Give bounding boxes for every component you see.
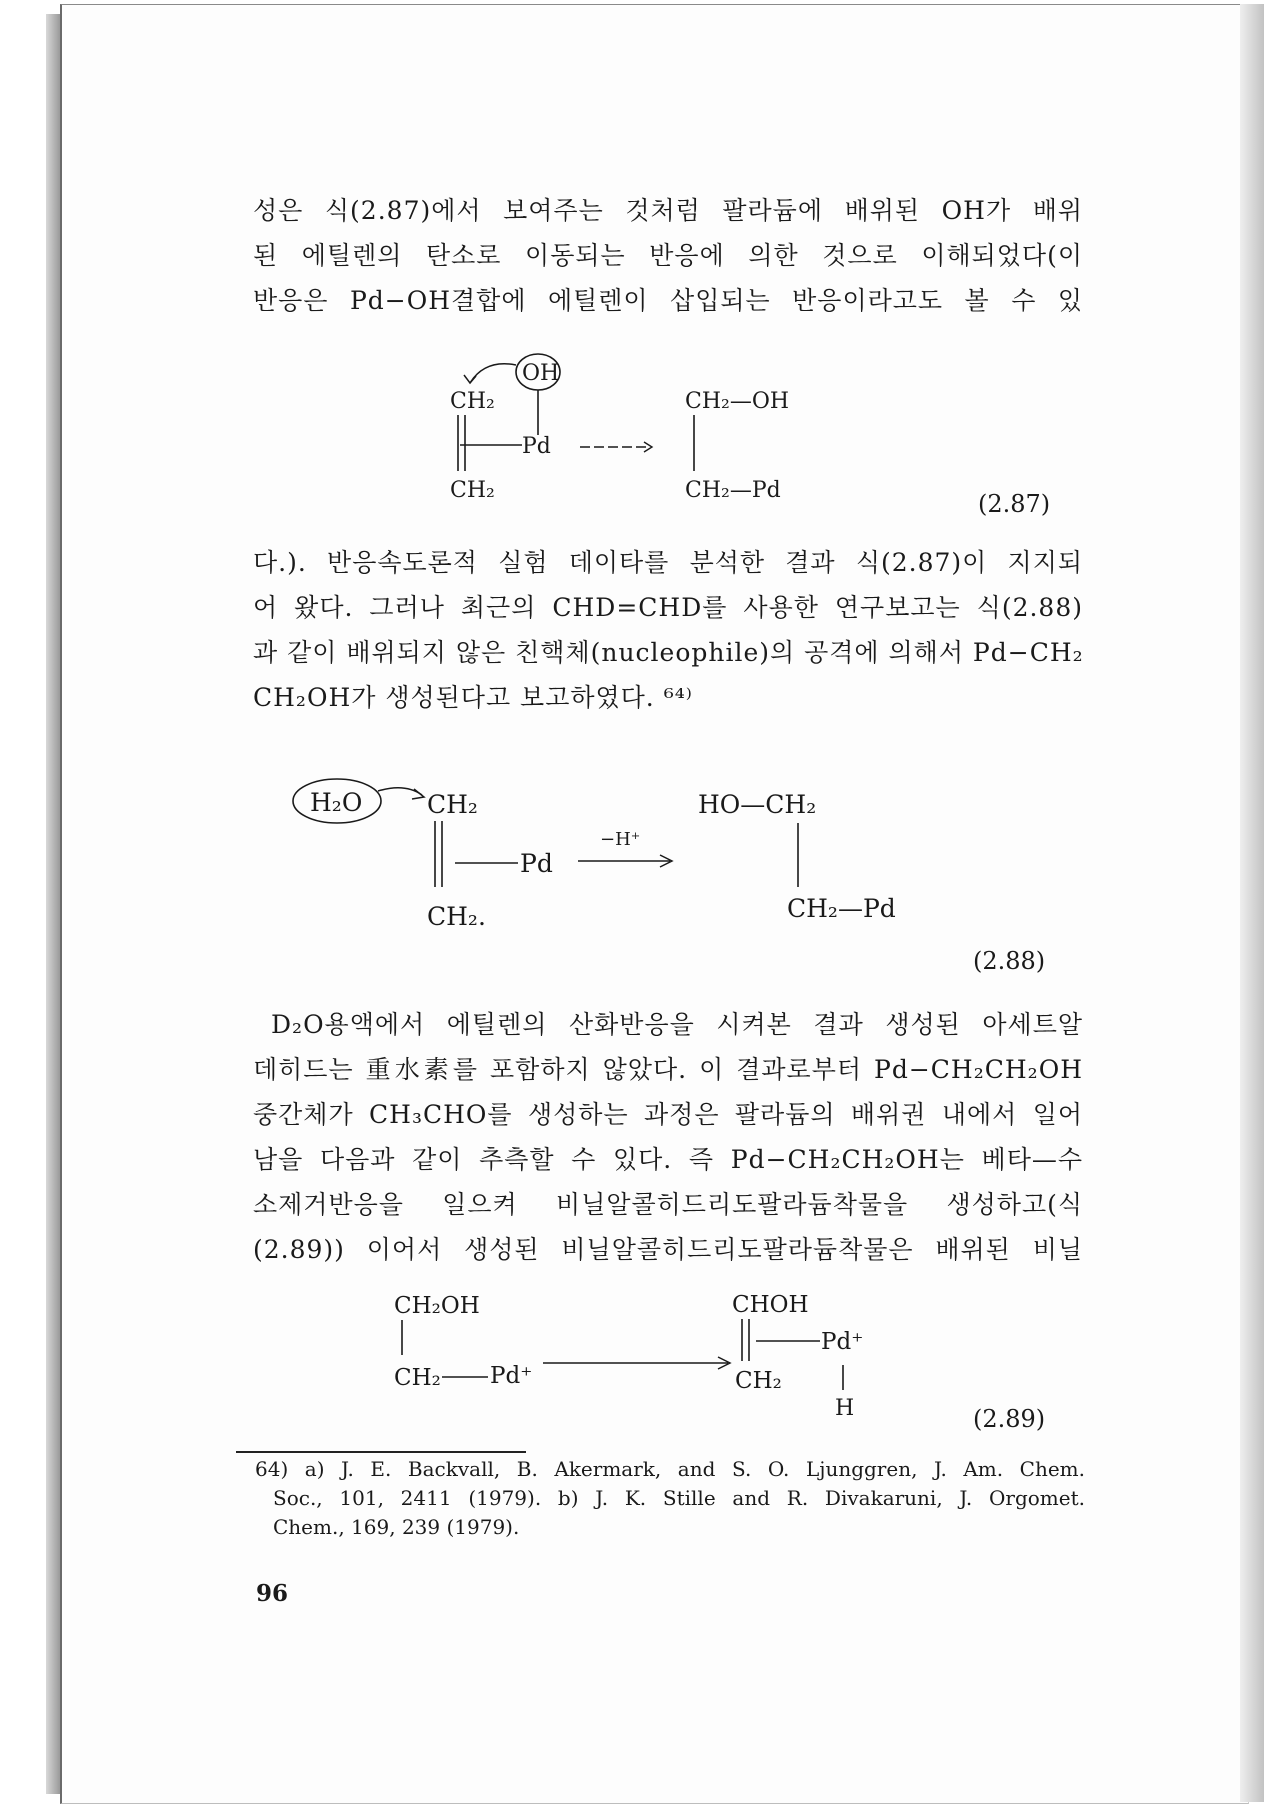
footnote-rule [236, 1451, 526, 1453]
text-line: CH₂OH가 생성된다고 보고하였다. ⁶⁴⁾ [253, 683, 693, 712]
reactant-top: CH₂OH [394, 1293, 480, 1319]
ch2-bottom: CH₂ [450, 478, 495, 503]
text-line: 데히드는 重水素를 포함하지 않았다. 이 결과로부터 Pd−CH₂CH₂OH [253, 1055, 1083, 1084]
equation-number: (2.88) [973, 947, 1046, 975]
product-top: CHOH [732, 1292, 809, 1318]
text-line: 중간체가 CH₃CHO를 생성하는 과정은 팔라듐의 배위권 내에서 일어 [253, 1100, 1083, 1129]
footnote-line: Soc., 101, 2411 (1979). b) J. K. Stille and R. Divakaruni, J. Orgomet. [273, 1486, 1085, 1510]
paragraph-2 [253, 540, 1083, 720]
equation-number: (2.87) [978, 490, 1051, 518]
page-edge-right [1240, 4, 1264, 1802]
arrow-label: −H⁺ [600, 829, 641, 850]
product-pd: Pd⁺ [821, 1329, 864, 1355]
text-line: 소제거반응을 일으켜 비닐알콜히드리도팔라듐착물을 생성하고(식 [253, 1190, 1083, 1219]
text-line: D₂O용액에서 에틸렌의 산화반응을 시켜본 결과 생성된 아세트알 [271, 1010, 1083, 1039]
product-bottom: CH₂ [735, 1368, 782, 1394]
ch2-bottom: CH₂. [427, 902, 486, 931]
text-line: 다.). 반응속도론적 실험 데이타를 분석한 결과 식(2.87)이 지지되 [253, 548, 1083, 577]
curved-arrow [470, 364, 516, 383]
footnote-line: 64) a) J. E. Backvall, B. Akermark, and S. O. Ljunggren, J. Am. Chem. [255, 1457, 1085, 1481]
paragraph-1 [253, 188, 1083, 323]
product-h: H [835, 1396, 855, 1421]
ch2-top: CH₂ [450, 389, 495, 414]
product-bottom: CH₂—Pd [787, 894, 896, 923]
page-edge-left [46, 14, 60, 1794]
equation-2-89 [380, 1285, 980, 1425]
curved-arrow [378, 788, 422, 795]
product-bottom: CH₂—Pd [685, 478, 781, 503]
text-line: 성은 식(2.87)에서 보여주는 것처럼 팔라듐에 배위된 OH가 배위 [253, 196, 1083, 225]
paragraph-3 [253, 1002, 1083, 1272]
ch2-top: CH₂ [427, 790, 478, 819]
product-top: HO—CH₂ [698, 790, 817, 819]
equation-2-88 [290, 775, 940, 940]
footnote-line: Chem., 169, 239 (1979). [273, 1515, 520, 1539]
pd-label: Pd [520, 849, 553, 878]
text-line: 된 에틸렌의 탄소로 이동되는 반응에 의한 것으로 이해되었다(이 [253, 241, 1083, 270]
text-line: 어 왔다. 그러나 최근의 CHD=CHD를 사용한 연구보고는 식(2.88) [253, 593, 1083, 622]
h2o-label: H₂O [310, 788, 363, 817]
equation-number: (2.89) [973, 1405, 1046, 1433]
reactant-pd: Pd⁺ [490, 1363, 533, 1389]
text-line: 과 같이 배위되지 않은 친핵체(nucleophile)의 공격에 의해서 Pd−CH₂ [253, 638, 1084, 667]
text-line: 남을 다음과 같이 추측할 수 있다. 즉 Pd−CH₂CH₂OH는 베타—수 [253, 1145, 1083, 1174]
reactant-bottom: CH₂ [394, 1365, 441, 1391]
text-line: 반응은 Pd−OH결합에 에틸렌이 삽입되는 반응이라고도 볼 수 있 [253, 286, 1083, 315]
pd-label: Pd [522, 434, 551, 459]
page-number: 96 [256, 1580, 289, 1607]
text-line: (2.89)) 이어서 생성된 비닐알콜히드리도팔라듐착물은 배위된 비닐 [253, 1235, 1083, 1264]
product-top: CH₂—OH [685, 389, 790, 414]
oh-label: OH [522, 361, 560, 386]
footnote [255, 1455, 1085, 1542]
